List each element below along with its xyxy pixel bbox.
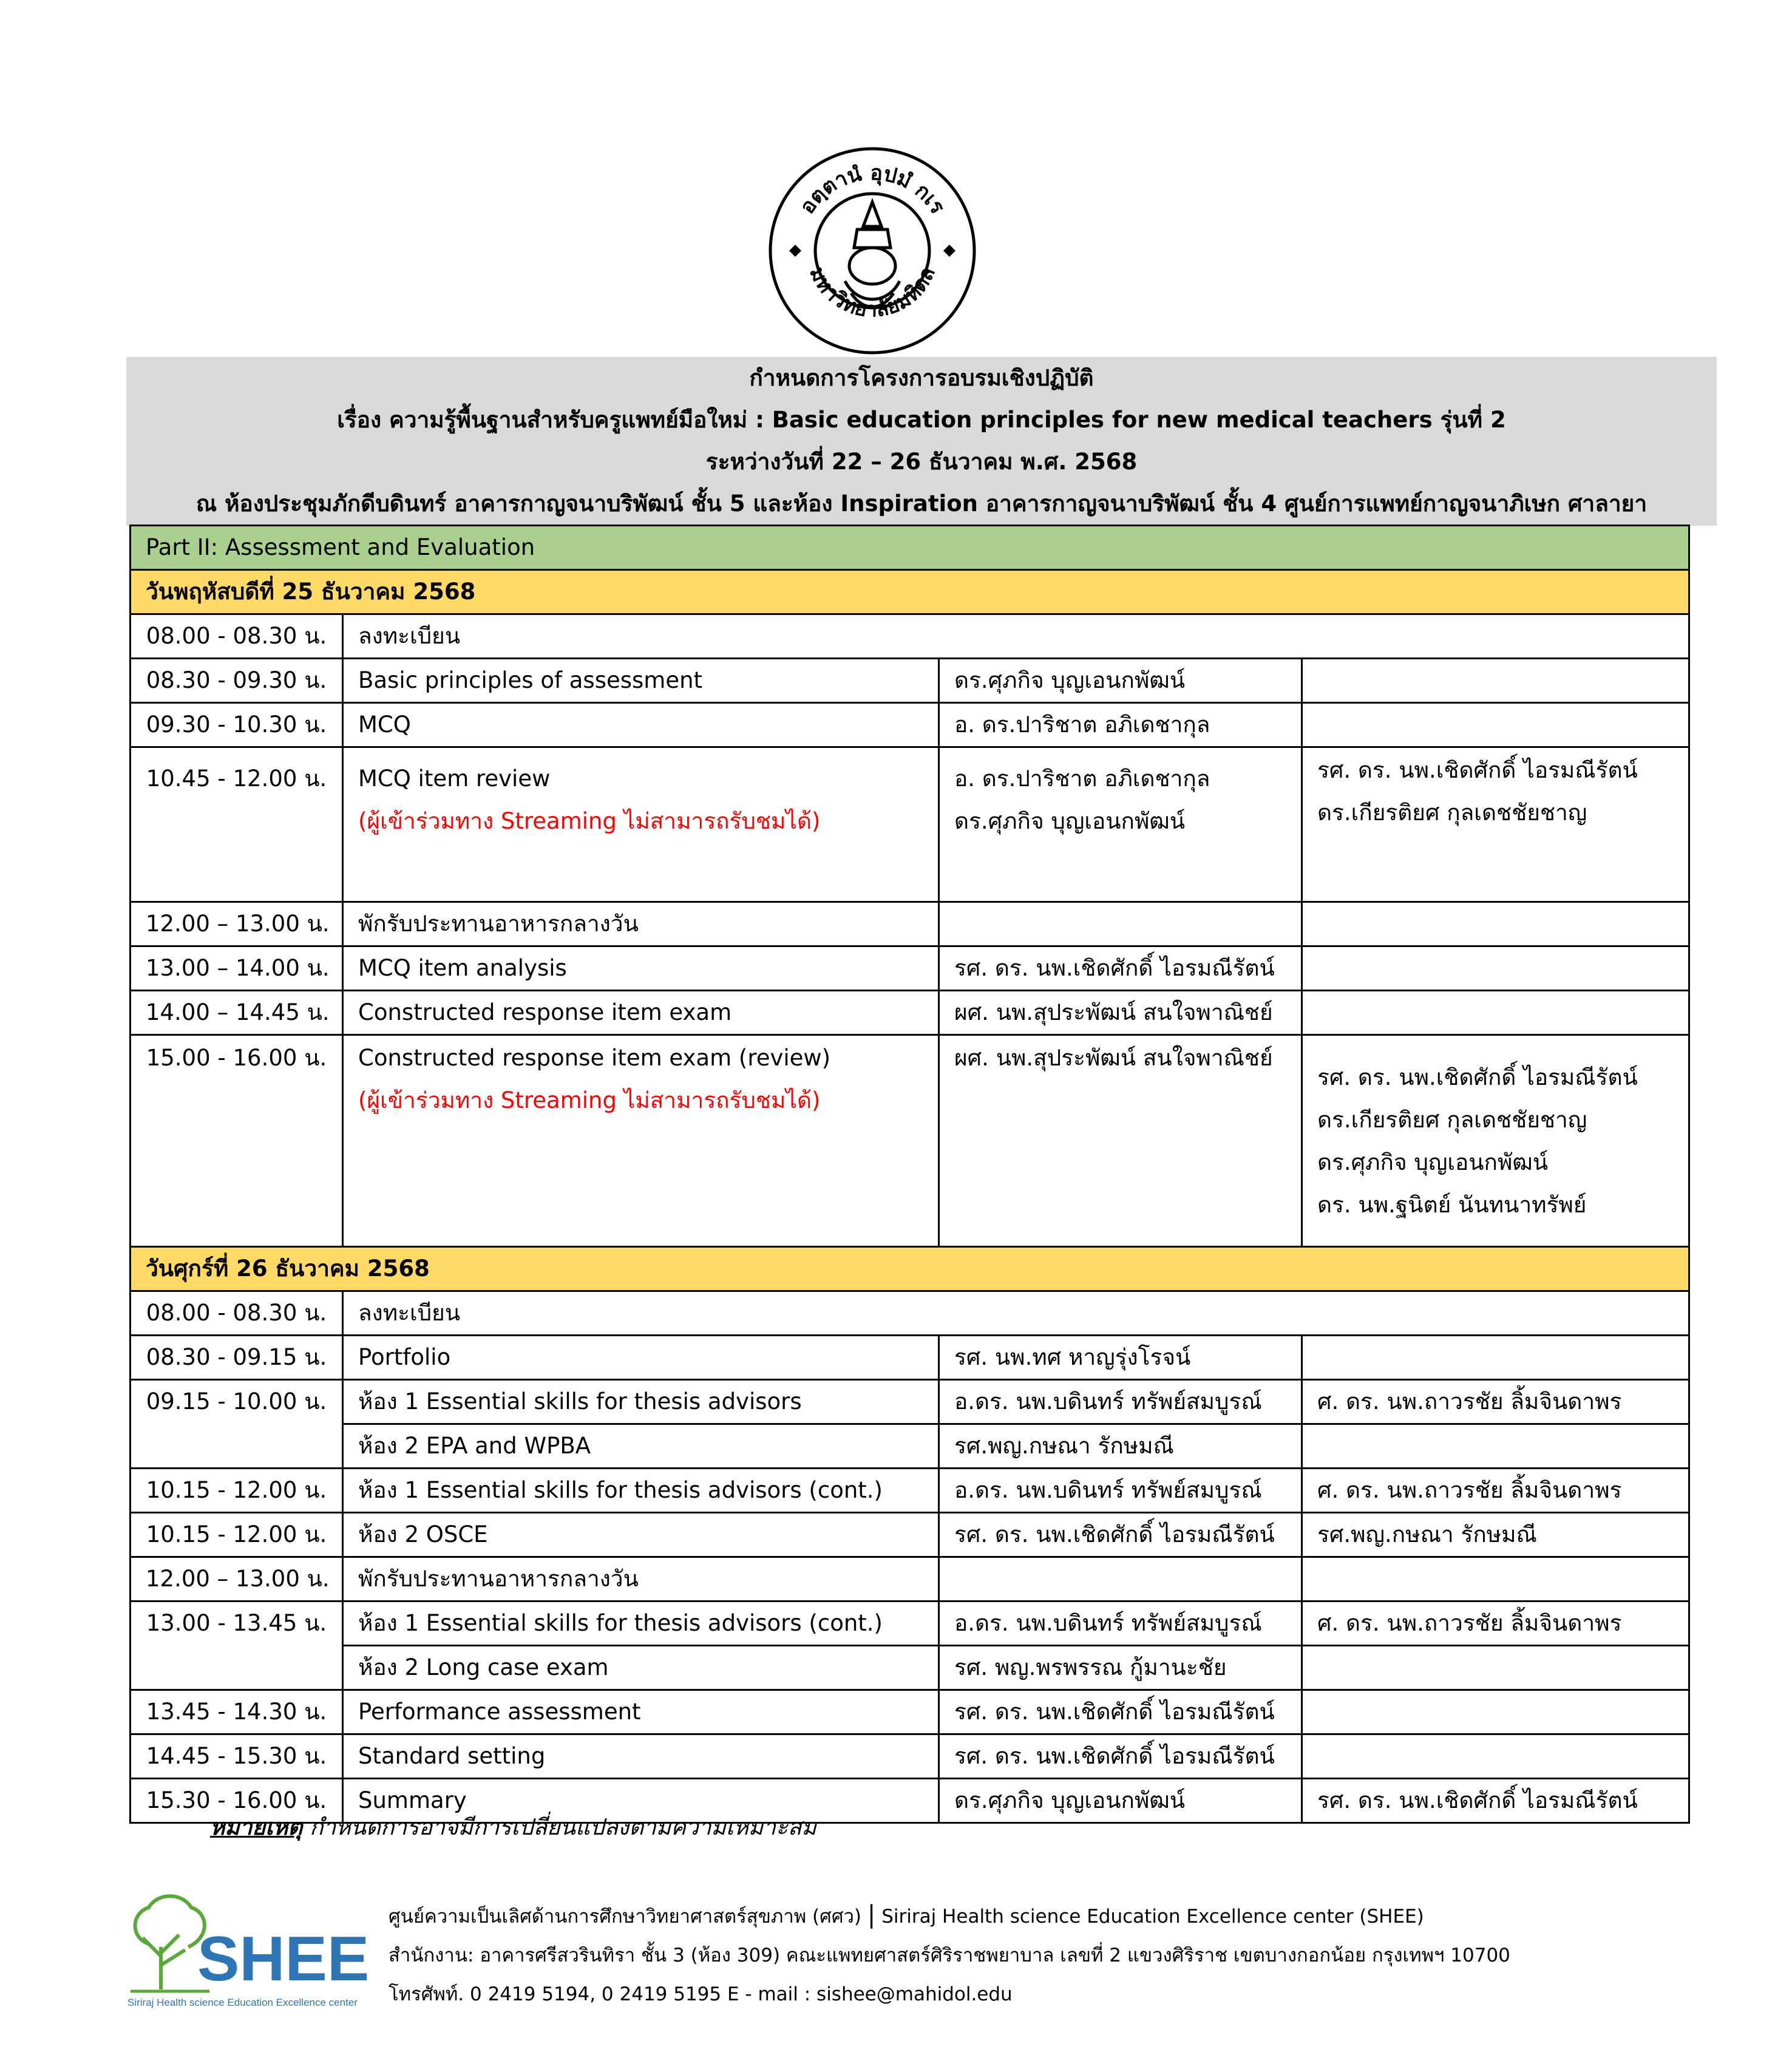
- speaker-cell: รศ. ดร. นพ.เชิดศักดิ์ ไอรมณีรัตน์: [939, 946, 1302, 991]
- extra-speaker-cell: รศ.พญ.กษณา รักษมณี: [1302, 1513, 1689, 1557]
- extra-speaker-cell: [1302, 1690, 1689, 1734]
- extra-speaker-cell: [1302, 1035, 1689, 1247]
- topic-cell: MCQ: [343, 703, 939, 747]
- topic-cell: พักรับประทานอาหารกลางวัน: [343, 1557, 939, 1602]
- svg-text:อตฺตานํ อุปมํ กเร: [795, 161, 950, 219]
- time-cell: 10.45 - 12.00 น.: [131, 747, 343, 902]
- header-subject: เรื่อง ความรู้พื้นฐานสำหรับครูแพทย์มือใหม่ : Basic education principles for new medical teachers รุ่นที่ 2: [337, 407, 1506, 433]
- day1-title: วันพฤหัสบดีที่ 25 ธันวาคม 2568: [131, 570, 1689, 614]
- speaker-name: ดร.ศุภกิจ บุญเอนกพัฒน์: [1317, 1149, 1549, 1175]
- university-seal-logo: [766, 144, 979, 357]
- table-row: [131, 1557, 1689, 1602]
- speaker-cell: รศ. ดร. นพ.เชิดศักดิ์ ไอรมณีรัตน์: [939, 1513, 1302, 1557]
- table-row: [131, 991, 1689, 1035]
- speaker-name: ดร.ศุภกิจ บุญเอนกพัฒน์: [954, 808, 1186, 834]
- time-cell: 08.00 - 08.30 น.: [131, 1291, 343, 1336]
- extra-speaker-cell: [1302, 1336, 1689, 1380]
- speaker-cell: รศ.พญ.กษณา รักษมณี: [939, 1424, 1302, 1469]
- topic-cell: ลงทะเบียน: [343, 614, 1689, 659]
- topic-cell: Performance assessment: [343, 1690, 939, 1734]
- time-cell: 15.30 - 16.00 น.: [131, 1779, 343, 1823]
- extra-speaker-cell: ศ. ดร. นพ.ถาวรชัย ลิ้มจินดาพร: [1302, 1469, 1689, 1513]
- footer-center-name-en: Siriraj Health science Education Excellence center (SHEE): [881, 1906, 1424, 1928]
- speaker-cell: รศ. พญ.พรพรรณ กู้มานะชัย: [939, 1646, 1302, 1690]
- time-cell: 13.45 - 14.30 น.: [131, 1690, 343, 1734]
- table-row: [131, 1646, 1689, 1690]
- table-row: [131, 703, 1689, 747]
- footer-contact: [389, 1895, 1510, 2014]
- document-header: [126, 357, 1717, 526]
- footnote-label: หมายเหตุ: [210, 1814, 303, 1840]
- speaker-cell: รศ. นพ.ทศ หาญรุ่งโรจน์: [939, 1336, 1302, 1380]
- time-cell: 12.00 – 13.00 น.: [131, 1557, 343, 1602]
- topic-cell: ห้อง 1 Essential skills for thesis advisors (cont.): [343, 1469, 939, 1513]
- topic-cell: ห้อง 2 EPA and WPBA: [343, 1424, 939, 1469]
- speaker-cell: อ. ดร.ปาริชาต อภิเดชากุล: [939, 703, 1302, 747]
- speaker-cell: อ.ดร. นพ.บดินทร์ ทรัพย์สมบูรณ์: [939, 1602, 1302, 1646]
- speaker-cell: อ.ดร. นพ.บดินทร์ ทรัพย์สมบูรณ์: [939, 1469, 1302, 1513]
- speaker-name: ดร.เกียรติยศ กุลเดชชัยชาญ: [1317, 800, 1587, 826]
- time-cell: 15.00 - 16.00 น.: [131, 1035, 343, 1247]
- shee-logo: [124, 1889, 379, 2011]
- time-cell: [131, 1646, 343, 1690]
- time-cell: 10.15 - 12.00 น.: [131, 1469, 343, 1513]
- speaker-cell: ผศ. นพ.สุประพัฒน์ สนใจพาณิชย์: [939, 1035, 1302, 1247]
- topic-cell: Summary: [343, 1779, 939, 1823]
- time-cell: 08.00 - 08.30 น.: [131, 614, 343, 659]
- speaker-name: รศ. ดร. นพ.เชิดศักดิ์ ไอรมณีรัตน์: [1317, 757, 1638, 783]
- time-cell: 08.30 - 09.30 น.: [131, 659, 343, 703]
- time-cell: 14.00 – 14.45 น.: [131, 991, 343, 1035]
- seal-motto: อตฺตานํ อุปมํ กเร: [795, 160, 950, 219]
- extra-speaker-cell: [1302, 902, 1689, 946]
- time-cell: 14.45 - 15.30 น.: [131, 1734, 343, 1779]
- day-header-row: [131, 1247, 1689, 1291]
- topic-cell: พักรับประทานอาหารกลางวัน: [343, 902, 939, 946]
- extra-speaker-cell: [1302, 1646, 1689, 1690]
- topic-cell: ห้อง 1 Essential skills for thesis advisors: [343, 1380, 939, 1424]
- part-title: Part II: Assessment and Evaluation: [131, 526, 1689, 570]
- extra-speaker-cell: ศ. ดร. นพ.ถาวรชัย ลิ้มจินดาพร: [1302, 1602, 1689, 1646]
- topic-cell: ลงทะเบียน: [343, 1291, 1689, 1336]
- speaker-cell: ผศ. นพ.สุประพัฒน์ สนใจพาณิชย์: [939, 991, 1302, 1035]
- table-row: [131, 1336, 1689, 1380]
- speaker-cell: [939, 902, 1302, 946]
- seal-name: มหาวิทยาลัยมหิดล: [804, 263, 940, 322]
- extra-speaker-cell: [1302, 747, 1689, 902]
- table-row: [131, 614, 1689, 659]
- streaming-note: (ผู้เข้าร่วมทาง Streaming ไม่สามารถรับชมได้): [358, 1087, 821, 1113]
- extra-speaker-cell: [1302, 659, 1689, 703]
- speaker-cell: ดร.ศุภกิจ บุญเอนกพัฒน์: [939, 659, 1302, 703]
- topic-cell: ห้อง 2 Long case exam: [343, 1646, 939, 1690]
- footer-address: สำนักงาน: อาคารศรีสวรินทิรา ชั้น 3 (ห้อง 309) คณะแพทยศาสตร์ศิริราชพยาบาล เลขที่ 2 แขวงศิริราช เขตบางกอกน้อย กรุงเทพฯ 10700: [389, 1945, 1510, 1966]
- time-cell: 08.30 - 09.15 น.: [131, 1336, 343, 1380]
- part-row: [131, 526, 1689, 570]
- extra-speaker-cell: ศ. ดร. นพ.ถาวรชัย ลิ้มจินดาพร: [1302, 1380, 1689, 1424]
- extra-speaker-cell: รศ. ดร. นพ.เชิดศักดิ์ ไอรมณีรัตน์: [1302, 1779, 1689, 1823]
- topic-cell: ห้อง 2 OSCE: [343, 1513, 939, 1557]
- speaker-cell: อ.ดร. นพ.บดินทร์ ทรัพย์สมบูรณ์: [939, 1380, 1302, 1424]
- table-row: [131, 1734, 1689, 1779]
- topic-cell: Portfolio: [343, 1336, 939, 1380]
- speaker-name: ดร. นพ.ฐนิตย์ นันทนาทรัพย์: [1317, 1192, 1587, 1218]
- speaker-name: ดร.เกียรติยศ กุลเดชชัยชาญ: [1317, 1107, 1587, 1133]
- schedule-table: [129, 525, 1690, 1824]
- shee-logo-caption: Siriraj Health science Education Excellence center: [127, 1997, 358, 2008]
- topic-cell: MCQ item analysis: [343, 946, 939, 991]
- table-row: [131, 659, 1689, 703]
- time-cell: [131, 1424, 343, 1469]
- extra-speaker-cell: [1302, 1557, 1689, 1602]
- time-cell: 13.00 - 13.45 น.: [131, 1602, 343, 1646]
- table-row: [131, 1380, 1689, 1424]
- speaker-cell: รศ. ดร. นพ.เชิดศักดิ์ ไอรมณีรัตน์: [939, 1690, 1302, 1734]
- day-header-row: [131, 570, 1689, 614]
- header-title: กำหนดการโครงการอบรมเชิงปฏิบัติ: [749, 365, 1094, 391]
- streaming-note: (ผู้เข้าร่วมทาง Streaming ไม่สามารถรับชมได้): [358, 808, 821, 834]
- table-row: [131, 1035, 1689, 1247]
- table-row: [131, 1291, 1689, 1336]
- table-row: [131, 1513, 1689, 1557]
- topic-cell: Basic principles of assessment: [343, 659, 939, 703]
- speaker-cell: [939, 1557, 1302, 1602]
- speaker-name: รศ. ดร. นพ.เชิดศักดิ์ ไอรมณีรัตน์: [1317, 1064, 1638, 1090]
- speaker-cell: ดร.ศุภกิจ บุญเอนกพัฒน์: [939, 1779, 1302, 1823]
- time-cell: 09.15 - 10.00 น.: [131, 1380, 343, 1424]
- footnote: [210, 1809, 816, 1845]
- topic-cell: [343, 1035, 939, 1247]
- speaker-name: อ. ดร.ปาริชาต อภิเดชากุล: [954, 766, 1210, 792]
- extra-speaker-cell: [1302, 1424, 1689, 1469]
- extra-speaker-cell: [1302, 1734, 1689, 1779]
- svg-text:มหาวิทยาลัยมหิดล: [804, 263, 940, 322]
- topic-cell: Standard setting: [343, 1734, 939, 1779]
- time-cell: 10.15 - 12.00 น.: [131, 1513, 343, 1557]
- speaker-cell: [939, 747, 1302, 902]
- time-cell: 12.00 – 13.00 น.: [131, 902, 343, 946]
- footer-phone-email: โทรศัพท์. 0 2419 5194, 0 2419 5195 E - mail : sishee@mahidol.edu: [389, 1983, 1013, 2005]
- topic-text: Constructed response item exam (review): [358, 1045, 831, 1071]
- extra-speaker-cell: [1302, 946, 1689, 991]
- topic-cell: ห้อง 1 Essential skills for thesis advisors (cont.): [343, 1602, 939, 1646]
- extra-speaker-cell: [1302, 991, 1689, 1035]
- table-row: [131, 1424, 1689, 1469]
- header-dates: ระหว่างวันที่ 22 – 26 ธันวาคม พ.ศ. 2568: [705, 449, 1138, 475]
- topic-cell: [343, 747, 939, 902]
- topic-text: MCQ item review: [358, 766, 551, 792]
- table-row: [131, 1690, 1689, 1734]
- time-cell: 13.00 – 14.00 น.: [131, 946, 343, 991]
- header-venue: ณ ห้องประชุมภักดีบดินทร์ อาคารกาญจนาบริพัฒน์ ชั้น 5 และห้อง Inspiration อาคารกาญจนาบริพัฒน์ ชั้น 4 ศูนย์การแพทย์กาญจนาภิเษก ศาลายา: [195, 491, 1648, 517]
- table-row: [131, 946, 1689, 991]
- table-row: [131, 747, 1689, 902]
- extra-speaker-cell: [1302, 703, 1689, 747]
- footer-separator: |: [867, 1901, 876, 1929]
- footnote-text: กำหนดการอาจมีการเปลี่ยนแปลงตามความเหมาะสม: [302, 1814, 816, 1840]
- shee-logo-text: SHEE: [197, 1924, 370, 1994]
- footer-center-name-th: ศูนย์ความเป็นเลิศด้านการศึกษาวิทยาศาสตร์สุขภาพ (ศศว): [389, 1906, 861, 1928]
- table-row: [131, 902, 1689, 946]
- speaker-cell: รศ. ดร. นพ.เชิดศักดิ์ ไอรมณีรัตน์: [939, 1734, 1302, 1779]
- time-cell: 09.30 - 10.30 น.: [131, 703, 343, 747]
- table-row: [131, 1469, 1689, 1513]
- table-row: [131, 1602, 1689, 1646]
- day2-title: วันศุกร์ที่ 26 ธันวาคม 2568: [131, 1247, 1689, 1291]
- topic-cell: Constructed response item exam: [343, 991, 939, 1035]
